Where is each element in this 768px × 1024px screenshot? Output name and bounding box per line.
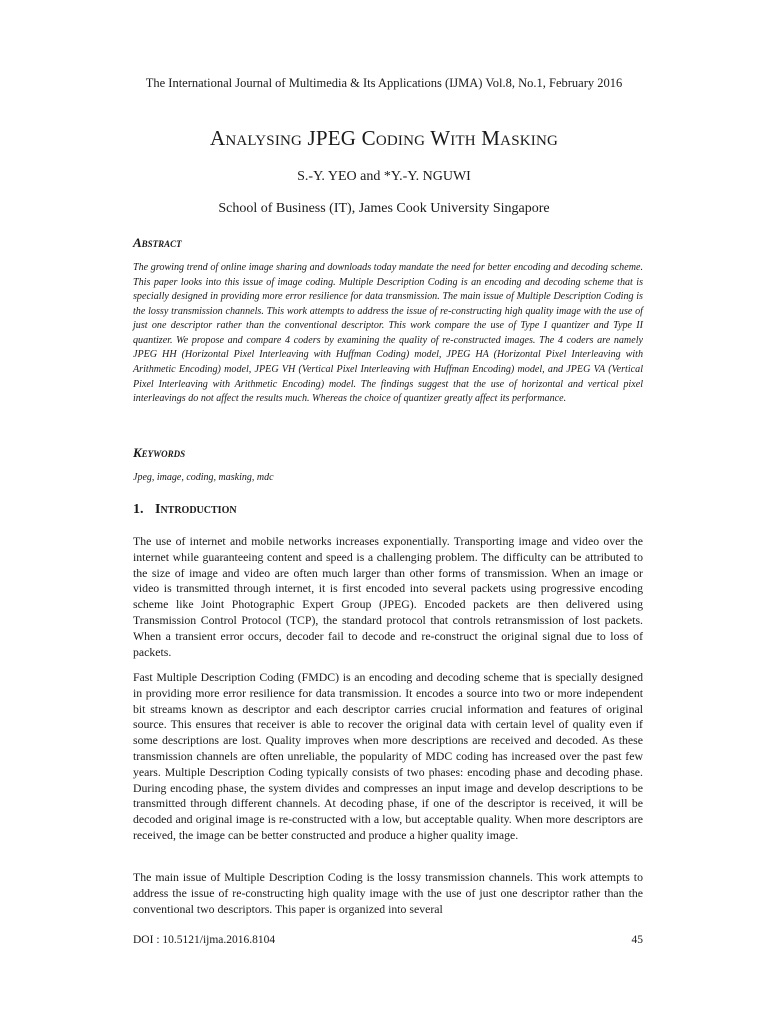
section-title: Introduction: [155, 502, 237, 517]
page-number: 45: [631, 934, 643, 946]
intro-paragraph-3: The main issue of Multiple Description Coding is the lossy transmission channels. This work attempts to address the issue of re-constructing high quality image with the use of just one descriptor rather than the conventional two descriptors. This paper is organized into several: [133, 870, 643, 916]
paper-title: Analysing JPEG Coding With Masking: [209, 126, 559, 150]
introduction-heading: [133, 501, 237, 519]
abstract-text: The growing trend of online image sharing and downloads today mandate the need for better encoding and decoding scheme. This paper looks into this issue of image coding. Multiple Description Coding is an encoding and decoding scheme that is specially designed in providing more error resilience for data transmission. The main issue of Multiple Description Coding is the lossy transmission channels. This work attempts to address the issue of re-constructing high quality image with the use of just one descriptor rather than the conventional descriptor. This work compare the use of Type I quantizer and Type II quantizer. We propose and compare 4 coders by examining the quality of re-constructed images. The 4 coders are namely JPEG HH (Horizontal Pixel Interleaving with Huffman Coding) model, JPEG HA (Horizontal Pixel Interleaving with Arithmetic Encoding) model, JPEG VH (Vertical Pixel Interleaving with Huffman Encoding) model, and JPEG VA (Vertical Pixel Interleaving with Arithmetic Encoding) model. The findings suggest that the use of horizontal and vertical pixel interleavings do not affect the results much. Whereas the choice of quantizer greatly affect its performance.: [133, 262, 643, 405]
section-number: 1.: [133, 502, 144, 517]
journal-header: The International Journal of Multimedia & Its Applications (IJMA) Vol.8, No.1, February 2016: [145, 76, 623, 90]
intro-paragraph-1: The use of internet and mobile networks increases exponentially. Transporting image and video over the internet while guaranteeing content and speed is a challenging problem. The difficulty can be attributed to the size of image and video are often much larger than other forms of transmission. When an image or video is transmitted through internet, it is first encoded into several packets using progressive encoding scheme like Joint Photographic Expert Group (JPEG). Encoded packets are then delivered using Transmission Control Protocol (TCP), the standard protocol that controls retransmission of lost packets. When a transient error occurs, decoder fail to decode and re-construct the original signal due to loss of packets.: [133, 534, 643, 659]
keywords-text: Jpeg, image, coding, masking, mdc: [133, 472, 274, 483]
authors: S.-Y. YEO and *Y.-Y. NGUWI: [297, 169, 471, 184]
affiliation: School of Business (IT), James Cook University Singapore: [218, 201, 550, 216]
abstract-heading: Abstract: [133, 235, 182, 250]
keywords-heading: Keywords: [133, 445, 186, 460]
intro-paragraph-2: Fast Multiple Description Coding (FMDC) is an encoding and decoding scheme that is specially designed in providing more error resilience for data transmission. It encodes a source into two or more independent bit streams known as descriptor and each descriptor carries crucial information and features of original source. This ensures that receiver is able to recover the original data with certain level of quality even if some descriptions are lost. Quality improves when more descriptions are received and decoded. As these transmission channels are often unreliable, the popularity of MDC coding has increased over the past few years. Multiple Description Coding typically consists of two phases: encoding phase and decoding phase. During encoding phase, the system divides and compresses an input image and develop descriptions to be transmitted through different channels. At decoding phase, if one of the descriptor is received, it will be decoded and original image is re-constructed with a low, but acceptable quality. When more descriptors are received, the image can be better constructed and produce a higher quality image.: [133, 670, 643, 842]
doi: DOI : 10.5121/ijma.2016.8104: [133, 934, 276, 946]
